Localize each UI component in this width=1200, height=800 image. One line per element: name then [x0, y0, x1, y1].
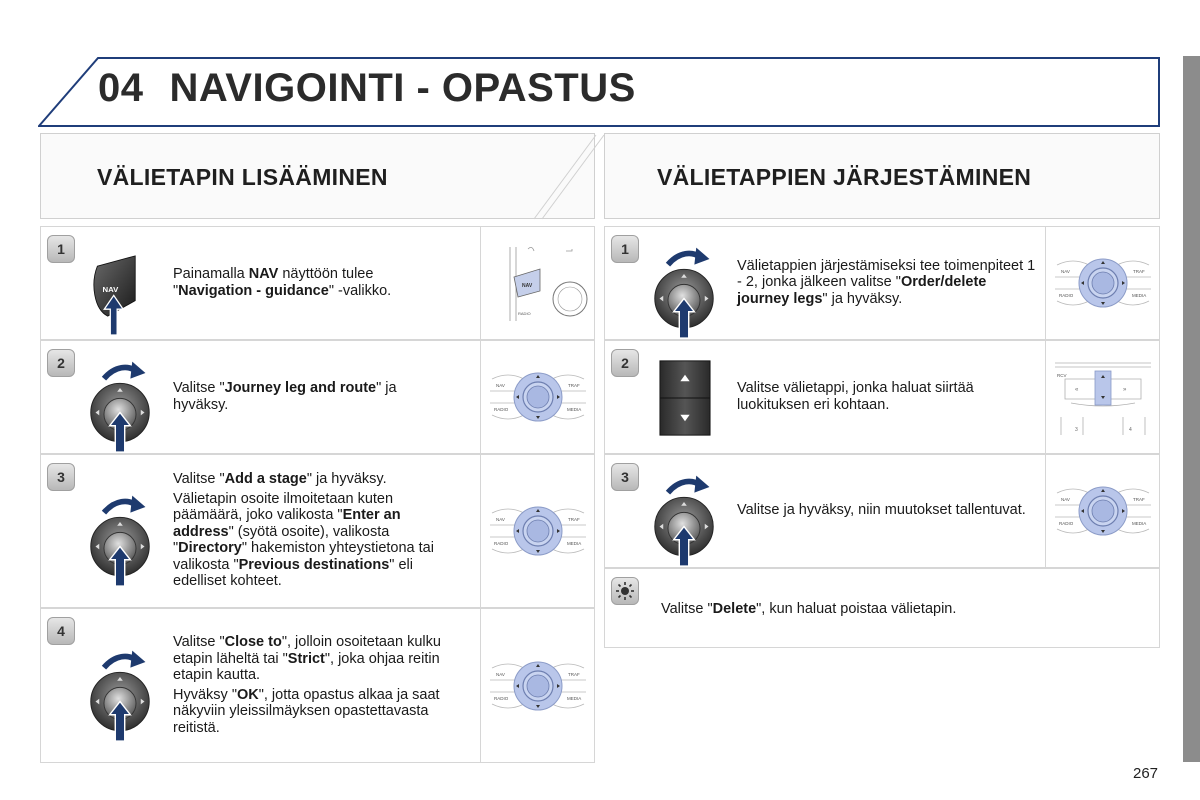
step-number-badge: 2 — [47, 349, 75, 377]
menu-term: Previous destinations — [238, 556, 390, 573]
menu-term: Add a stage — [224, 471, 307, 487]
svg-text:»: » — [1122, 387, 1126, 393]
step-number-badge: 4 — [47, 617, 75, 645]
tip-cell — [604, 568, 1160, 648]
instruction-paragraph — [737, 258, 1037, 308]
instruction-text: Hyväksy " — [173, 686, 237, 703]
svg-text:TRAF: TRAF — [567, 671, 580, 677]
instruction-text: ", kun haluat poistaa välietapin. — [756, 601, 957, 617]
section-divider-fold — [530, 133, 610, 221]
control-panel-illustration — [480, 341, 594, 453]
instruction-paragraph — [737, 380, 1037, 413]
svg-text:NAV: NAV — [495, 383, 505, 388]
step-cell — [604, 226, 1160, 340]
instruction-text: ", jolloin osoitetaan kulku etapin läheltä tai " — [173, 634, 441, 667]
right-section-title: VÄLIETAPPIEN JÄRJESTÄMINEN — [657, 164, 1032, 190]
menu-term: Strict — [287, 650, 325, 667]
svg-text:NAV: NAV — [1060, 497, 1070, 502]
instruction-text: Välietapin osoite ilmoitetaan kuten päämäärä, joko valikosta " — [173, 490, 394, 523]
svg-text:NAV: NAV — [521, 283, 532, 289]
svg-text:3: 3 — [1074, 427, 1078, 433]
svg-text:RADIO: RADIO — [493, 695, 508, 701]
svg-text:NAV: NAV — [495, 517, 505, 522]
side-tab — [1183, 56, 1200, 762]
instruction-text: Valitse ja hyväksy, niin muutokset tallentuvat. — [737, 502, 1026, 518]
control-panel-illustration — [480, 609, 594, 762]
svg-text:NAV: NAV — [1060, 269, 1070, 274]
svg-text:RADIO: RADIO — [1058, 521, 1073, 526]
menu-term: NAV — [248, 266, 279, 282]
rotary-knob-icon — [651, 243, 717, 344]
svg-text:MEDIA: MEDIA — [566, 407, 581, 412]
svg-text:NAV: NAV — [102, 285, 119, 294]
instruction-text: " hakemiston yhteystietona tai valikosta " — [173, 540, 434, 573]
step-instructions — [173, 634, 443, 739]
chapter-number: 04 — [98, 66, 144, 110]
instruction-text: " ja hyväksy. — [173, 380, 397, 413]
rotary-knob-icon — [651, 471, 717, 572]
page-title — [98, 66, 636, 111]
instruction-paragraph — [173, 634, 443, 684]
instruction-paragraph — [737, 502, 1037, 519]
arrow-keys-illustration — [1045, 341, 1159, 453]
svg-text:RADIO: RADIO — [1058, 293, 1073, 298]
step-number-badge: 1 — [47, 235, 75, 263]
instruction-text: " -valikko. — [328, 282, 392, 299]
svg-text:RADIO: RADIO — [493, 407, 508, 412]
tip-text — [661, 601, 1141, 621]
svg-text:MEDIA: MEDIA — [566, 541, 581, 546]
svg-text:TRAF: TRAF — [567, 383, 580, 388]
svg-text:«: « — [1074, 387, 1078, 393]
svg-text:MEDIA: MEDIA — [1131, 521, 1146, 526]
instruction-paragraph — [173, 687, 443, 737]
menu-term: Delete — [712, 601, 757, 617]
svg-text:MEDIA: MEDIA — [1131, 293, 1146, 298]
page-number: 267 — [1133, 765, 1159, 782]
menu-term: Navigation - guidance — [178, 282, 329, 299]
rotary-knob-icon — [87, 646, 153, 747]
step-number-badge: 1 — [611, 235, 639, 263]
instruction-paragraph — [661, 601, 1141, 618]
svg-text:RCV: RCV — [1056, 373, 1067, 378]
step-cell — [40, 608, 595, 763]
up-down-buttons-icon — [659, 357, 711, 444]
instruction-text: " eli edelliset kohteet. — [173, 556, 413, 589]
step-instructions — [737, 502, 1037, 522]
step-number-badge: 3 — [47, 463, 75, 491]
nav-button-icon — [81, 249, 143, 340]
step-cell — [604, 454, 1160, 568]
svg-text:MEDIA: MEDIA — [566, 695, 581, 701]
control-panel-illustration — [1045, 455, 1159, 567]
control-panel-illustration — [1045, 227, 1159, 339]
instruction-text: " (syötä osoite), valikosta " — [173, 523, 390, 556]
lightbulb-icon — [611, 577, 639, 605]
step-number-badge: 2 — [611, 349, 639, 377]
instruction-text: Valitse välietappi, jonka haluat siirtää luokituksen eri kohtaan. — [737, 380, 974, 413]
step-cell — [40, 340, 595, 454]
svg-text:RADIO: RADIO — [517, 311, 531, 316]
menu-term: Close to — [224, 634, 282, 650]
step-instructions — [737, 258, 1037, 311]
control-panel-illustration — [480, 455, 594, 607]
step-instructions — [173, 266, 443, 302]
instruction-text: ", joka ohjaa reitin etapin kautta. — [173, 650, 440, 683]
instruction-text: ", jotta opastus alkaa ja saat näkyviin yleissilmäyksen opastettavasta reitistä. — [173, 686, 440, 736]
step-number-badge: 3 — [611, 463, 639, 491]
step-instructions — [173, 380, 443, 416]
step-cell — [604, 340, 1160, 454]
instruction-text: Valitse " — [173, 471, 225, 487]
chapter-title: NAVIGOINTI - OPASTUS — [169, 66, 636, 110]
menu-term: Enter an address — [173, 507, 401, 540]
svg-text:4: 4 — [1128, 427, 1132, 433]
svg-text:TRAF: TRAF — [1132, 269, 1145, 274]
instruction-paragraph — [173, 471, 443, 488]
instruction-text: Painamalla — [173, 266, 249, 282]
step-cell — [40, 454, 595, 608]
step-cell — [40, 226, 595, 340]
instruction-text: Valitse " — [173, 380, 225, 396]
instruction-text: Valitse " — [661, 601, 713, 617]
instruction-text: " ja hyväksy. — [822, 290, 903, 307]
menu-term: Order/delete journey legs — [737, 274, 987, 307]
svg-text:NAV: NAV — [495, 671, 505, 677]
instruction-paragraph — [173, 380, 443, 413]
svg-text:RADIO: RADIO — [493, 541, 508, 546]
svg-text:TRAF: TRAF — [1132, 497, 1145, 502]
instruction-text: Välietappien järjestämiseksi tee toimenpiteet 1 - 2, jonka jälkeen valitse " — [737, 257, 1036, 290]
instruction-text: Valitse " — [173, 634, 225, 650]
instruction-text: " ja hyväksy. — [306, 471, 387, 487]
instruction-text: näyttöön tulee " — [173, 266, 374, 299]
svg-text:TRAF: TRAF — [567, 517, 580, 522]
step-instructions — [737, 380, 1037, 416]
instruction-paragraph — [173, 491, 443, 590]
menu-term: Journey leg and route — [224, 380, 377, 396]
left-section-title: VÄLIETAPIN LISÄÄMINEN — [97, 164, 388, 190]
rotary-knob-icon — [87, 357, 153, 458]
step-instructions — [173, 471, 443, 593]
nav-panel-illustration — [480, 227, 594, 339]
menu-term: Directory — [178, 540, 242, 556]
rotary-knob-icon — [87, 491, 153, 592]
menu-term: OK — [236, 686, 259, 703]
instruction-paragraph — [173, 266, 443, 299]
